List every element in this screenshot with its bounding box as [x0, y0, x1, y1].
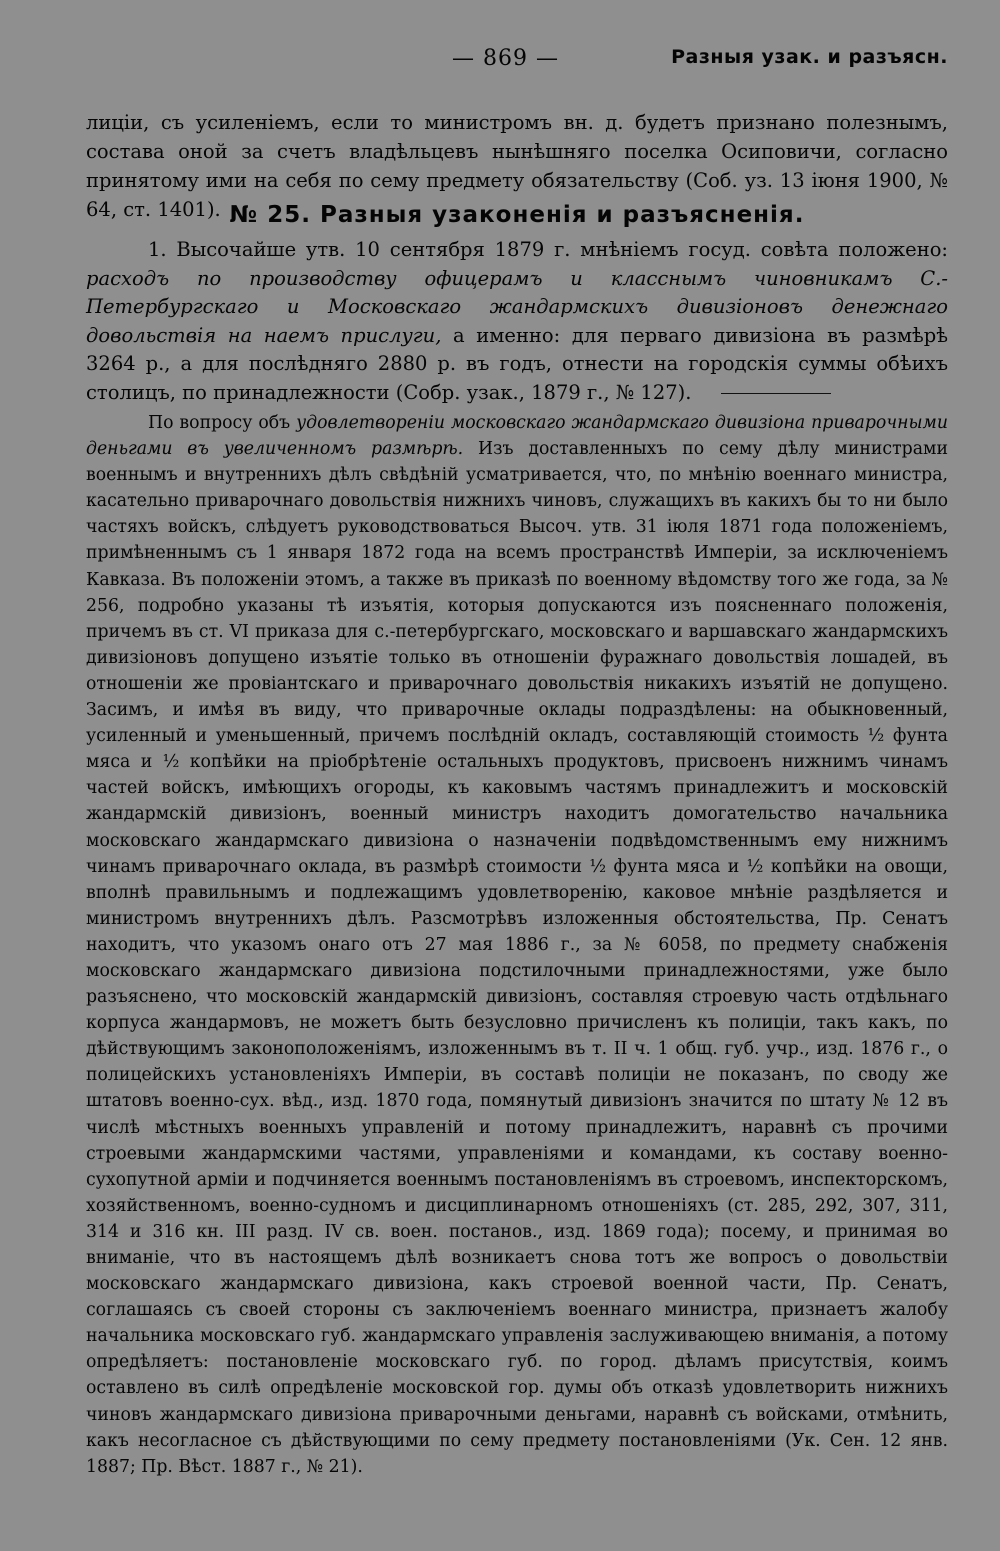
- separator-rule: [721, 393, 831, 394]
- running-title: Разныя узак. и разъясн.: [671, 46, 948, 68]
- paragraph-2-start: По вопросу объ: [148, 413, 297, 433]
- paragraph-2-italic: удовлетвореніи московскаго жандармскаго дивизіона приварочными деньгами въ увеличенномъ размѣрѣ.: [86, 413, 948, 460]
- paragraph-1-rest: а именно: для перваго дивизіона въ размѣрѣ 3264 р., а для послѣдняго 2880 р. въ годъ, отнести на городскія суммы обѣихъ столицъ, по принадлежности (Собр. узак., 1879 г., № 127).: [86, 323, 948, 404]
- intro-paragraph: лиціи, съ усиленіемъ, если то министромъ вн. д. будетъ признано полезнымъ, состава оной за счетъ владѣльцевъ нынѣшняго поселка Осиповичи, согласно принятому ими на себя по сему предмету обязательству (Соб. уз. 13 іюня 1900, № 64, ст. 1401).: [86, 111, 948, 221]
- paragraph-1-start: 1. Высочайше утв. 10 сентября 1879 г. мнѣніемъ госуд. совѣта положено:: [148, 238, 948, 261]
- paragraph-2-rest: Изъ доставленныхъ по сему дѣлу министрами военнымъ и внутреннихъ дѣлъ свѣдѣній усматривается, что, по мнѣнію военнаго министра, касательно приварочнаго довольствія нижнихъ чиновъ, служащихъ въ какихъ бы то ни было частяхъ войскъ, слѣдуетъ руководствоваться Высоч. утв. 31 іюля 1871 года положеніемъ, примѣненнымъ съ 1 января 1872 года на всемъ пространствѣ Имперіи, за исключеніемъ Кавказа. Въ положеніи этомъ, а также въ приказѣ по военному вѣдомству того же года, за № 256, подробно указаны тѣ изъятія, которыя допускаются изъ поясненнаго положенія, причемъ въ ст. VI приказа для с.-петербургскаго, московскаго и варшавскаго жандармскихъ дивизіоновъ допущено изъятіе только въ отношеніи фуражнаго довольствія лошадей, въ отношеніи же провіантскаго и приварочнаго довольствія никакихъ изъятій не допущено. Засимъ, и имѣя въ виду, что приварочные оклады подраздѣлены: на обыкновенный, усиленный и уменьшенный, причемъ послѣдній окладъ, составляющій стоимость ½ фунта мяса и ½ копѣйки на пріобрѣтеніе остальныхъ продуктовъ, присвоенъ нижнимъ чинамъ частей войскъ, имѣющихъ огороды, къ каковымъ частямъ принадлежитъ и московскій жандармскій дивизіонъ, военный министръ находитъ домогательство начальника московскаго жандармскаго дивизіона о назначеніи подвѣдомственнымъ ему нижнимъ чинамъ приварочнаго оклада, въ размѣрѣ стоимости ½ фунта мяса и ½ копѣйки на овощи, вполнѣ правильнымъ и подлежащимъ удовлетворенію, каковое мнѣніе раздѣляется и министромъ внутреннихъ дѣлъ. Разсмотрѣвъ изложенныя обстоятельства, Пр. Сенатъ находитъ, что указомъ онаго отъ 27 мая 1886 г., за № 6058, по предмету снабженія московскаго жандармскаго дивизіона подстилочными принадлежностями, уже было разъяснено, что московскій жандармскій дивизіонъ, составляя строевую часть отдѣльнаго корпуса жандармовъ, не можетъ быть безусловно причисленъ къ полиціи, такъ какъ, по дѣйствующимъ законоположеніямъ, изложеннымъ въ т. II ч. 1 общ. губ. учр., изд. 1876 г., о полицейскихъ установленіяхъ Имперіи, въ составѣ полиціи не показанъ, по своду же штатовъ военно-сух. вѣд., изд. 1870 года, помянутый дивизіонъ значится по штату № 12 въ числѣ мѣстныхъ военныхъ управленій и потому принадлежитъ, наравнѣ съ прочими строевыми жандармскими частями, управленіями и командами, къ составу военно-сухопутной арміи и подчиняется военнымъ постановленіямъ въ строевомъ, инспекторскомъ, хозяйственномъ, военно-судномъ и дисциплинарномъ отношеніяхъ (ст. 285, 292, 307, 311, 314 и 316 кн. III разд. IV св. воен. постанов., изд. 1869 года); посему, и принимая во вниманіе, что въ настоящемъ дѣлѣ возникаетъ снова тотъ же вопросъ о довольствіи московскаго жандармскаго дивизіона, какъ строевой военной части, Пр. Сенатъ, соглашаясь съ своей стороны съ заключеніемъ военнаго министра, признаетъ жалобу начальника московскаго губ. жандармскаго управленія заслуживающею вниманія, а потому опредѣляетъ: постановленіе московскаго губ. по город. дѣламъ присутствія, коимъ оставлено въ силѣ опредѣленіе московской гор. думы объ отказѣ удовлетворить нижнихъ чиновъ жандармскаго дивизіона приварочными деньгами, наравнѣ съ войсками, отмѣнить, какъ несогласное съ дѣйствующими по сему предмету постановленіями (Ук. Сен. 12 янв. 1887; Пр. Вѣст. 1887 г., № 21).: [86, 439, 948, 1477]
- paragraph-1-italic: расходъ по производству офицерамъ и класснымъ чиновникамъ С.-Петербургскаго и Московскаго жандармскихъ дивизіоновъ денежнаго довольствія на наемъ прислуги,: [86, 266, 948, 347]
- paragraph-2: [86, 410, 948, 1480]
- page-number: — 869 —: [452, 46, 559, 71]
- running-head: [0, 46, 1000, 76]
- paragraph-1: [86, 236, 948, 408]
- section-heading: № 25. Разныя узаконенія и разъясненія.: [229, 202, 805, 228]
